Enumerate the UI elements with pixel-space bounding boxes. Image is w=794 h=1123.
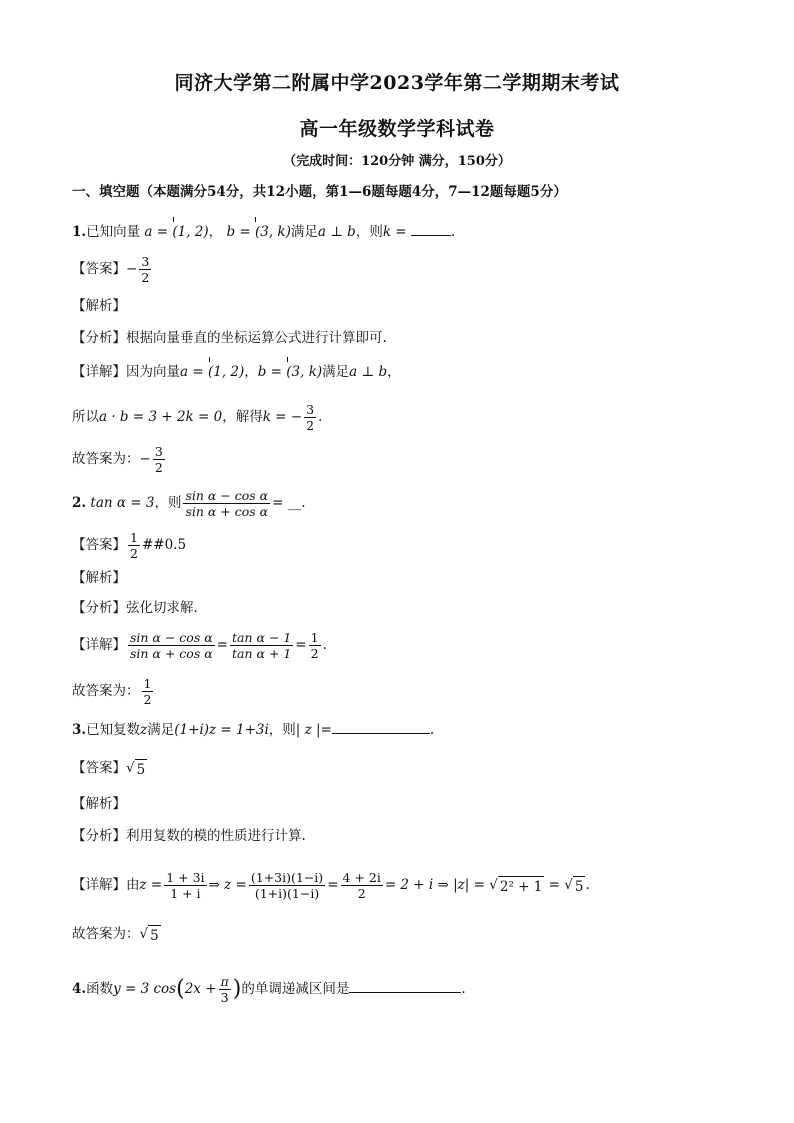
q3-detail-row <box>72 870 590 901</box>
exam-time-info: （完成时间：120分钟 满分，150分） <box>283 154 511 169</box>
q1-answer-den: 2 <box>141 270 150 285</box>
q2-answer-den: 2 <box>130 546 138 561</box>
exam-title: 同济大学第二附属中学2023学年第二学期期末考试 <box>174 72 620 94</box>
q3-answer-blank <box>332 721 430 734</box>
q3-final-sqrt: √ 5 <box>139 926 159 944</box>
q4-post: 的单调递减区间是 <box>241 981 350 997</box>
q3-d-d3: 2 <box>357 886 366 901</box>
q1-answer-sign: − <box>126 261 138 277</box>
q1-solve-row <box>72 402 322 433</box>
q1-fenxi-row <box>72 328 387 348</box>
q3-d-d2: (1+i)(1−i) <box>254 886 320 901</box>
final-label: 故答案为： <box>72 683 140 699</box>
q3-d-frac3 <box>341 870 383 901</box>
fenxi-label: 【分析】 <box>72 600 126 616</box>
q2-given: tan α = 3 <box>90 495 155 511</box>
q3-d-eq2: = <box>548 877 560 893</box>
q1-text: 已知向量 <box>86 224 141 240</box>
q3-d-sqrt2: √ 5 <box>564 877 584 895</box>
q1-so-end: . <box>318 409 323 425</box>
q2-final-fraction <box>142 676 154 707</box>
q4-left-paren: ( <box>176 976 185 1002</box>
q1-so-pre: 所以 <box>72 409 99 425</box>
fenxi-label: 【分析】 <box>72 330 126 346</box>
q2-final-num: 1 <box>143 676 152 691</box>
q3-answer-row <box>72 758 147 780</box>
q2-d-den3: 2 <box>310 646 319 661</box>
q3-d-frac2 <box>249 870 325 901</box>
q3-d-end: . <box>585 877 590 893</box>
q1-so-mid: ，解得 <box>222 409 263 425</box>
final-label: 故答案为： <box>72 451 140 467</box>
q1-final-fraction <box>153 444 165 475</box>
q2-number: 2. <box>72 495 87 511</box>
q1-final-sign: − <box>139 451 151 467</box>
q3-d-res: = 2 + i ⇒ |z| = <box>384 877 485 893</box>
q3-absz: | z |= <box>295 722 332 738</box>
q1-detail-end: ， <box>387 364 401 380</box>
q1-analysis-label: 【解析】 <box>72 298 126 314</box>
detail-label: 【详解】 <box>72 364 126 380</box>
q3-d-n3: 4 + 2i <box>342 870 381 885</box>
q3-z: z <box>140 722 148 738</box>
q1-cond-label: 满足 <box>290 224 318 240</box>
q1-detail-a: a = (1, 2) <box>180 364 245 380</box>
q2-d-num2: tan α − 1 <box>231 630 292 645</box>
q2-d-den2: tan α + 1 <box>231 646 292 661</box>
q1-answer-fraction <box>139 254 151 285</box>
q2-d-num3: 1 <box>310 630 319 645</box>
q1-answer-blank <box>411 223 451 236</box>
q4-answer-blank <box>349 980 461 993</box>
q4-end: . <box>461 981 466 997</box>
q3-d-pre: 由 <box>126 877 140 893</box>
q2-answer-num: 1 <box>130 530 138 545</box>
q2-answer-alt: ##0.5 <box>141 537 187 553</box>
q1-so-k: k = − <box>262 409 303 425</box>
q4-arg-den: 3 <box>220 990 229 1005</box>
q3-fenxi-text: 利用复数的模的性质进行计算. <box>126 828 306 844</box>
q4-right-paren: ) <box>232 976 242 1002</box>
q4-arg-num: π <box>220 974 229 989</box>
q4-number: 4. <box>72 981 87 997</box>
q2-d-num1: sin α − cos α <box>130 630 213 645</box>
q3-d-frac1 <box>164 870 206 901</box>
q3-pre: 已知复数 <box>86 722 141 738</box>
q2-answer-row <box>72 530 186 561</box>
q2-fenxi-row <box>72 598 198 618</box>
q1-so-num: 3 <box>306 402 315 417</box>
q1-vector-a: a = (1, 2) <box>144 224 209 240</box>
section-heading: 一、填空题（本题满分54分，共12小题，第1—6题每题4分，7—12题每题5分） <box>72 184 567 200</box>
q3-final-row <box>72 924 161 946</box>
detail-label: 【详解】 <box>72 877 126 893</box>
q1-detail-row <box>72 362 401 382</box>
q2-detail-frac2 <box>230 630 293 661</box>
final-label: 故答案为： <box>72 926 140 942</box>
q3-d-n1: 1 + 3i <box>166 870 205 885</box>
q1-final-row <box>72 444 167 475</box>
q3-d-rad: 2² + 1 <box>498 876 544 897</box>
q3-fenxi-row <box>72 826 306 846</box>
q2-detail-row <box>72 630 327 661</box>
q3-condition: (1+i)z = 1+3i <box>174 722 269 738</box>
q1-ask: ，则 <box>355 224 383 240</box>
q2-frac-num: sin α − cos α <box>185 488 269 503</box>
q3-d-eq: = <box>327 877 339 893</box>
q4-stem <box>72 974 466 1005</box>
q2-ask: ，则 <box>154 495 182 511</box>
q3-stem <box>72 720 434 740</box>
q3-d-d1: 1 + i <box>170 886 201 901</box>
q2-detail-frac1 <box>128 630 215 661</box>
q1-vector-b: b = (3, k) <box>226 224 291 240</box>
q4-function: y = 3 cos <box>113 981 177 997</box>
q1-number: 1. <box>72 224 87 240</box>
q2-eq-sign2: = <box>295 637 307 653</box>
q3-number: 3. <box>72 722 87 738</box>
fenxi-label: 【分析】 <box>72 828 126 844</box>
q2-fraction <box>183 488 270 519</box>
q2-eq: = __. <box>272 495 306 511</box>
q3-final-rad: 5 <box>148 925 161 946</box>
q3-ask: ，则 <box>268 722 296 738</box>
q2-fenxi-text: 弦化切求解. <box>126 600 198 616</box>
q1-so-fraction <box>304 402 316 433</box>
q4-pre: 函数 <box>86 981 114 997</box>
q2-detail-frac3 <box>309 630 321 661</box>
q1-detail-cond: a ⊥ b <box>349 364 388 380</box>
q1-k: k <box>382 224 392 240</box>
q3-end: . <box>429 722 435 738</box>
q3-answer-sqrt: √ 5 <box>126 760 146 778</box>
q1-detail-pre: 因为向量 <box>126 364 180 380</box>
q4-arg-fraction <box>219 974 231 1005</box>
q1-fenxi-text: 根据向量垂直的坐标运算公式进行计算即可. <box>126 330 387 346</box>
q2-stem <box>72 488 306 519</box>
detail-label: 【详解】 <box>72 637 126 653</box>
q2-analysis-label: 【解析】 <box>72 570 126 586</box>
q3-d-rad2: 5 <box>573 876 586 897</box>
exam-subtitle: 高一年级数学学科试卷 <box>299 118 495 140</box>
q2-answer-fraction <box>128 530 140 561</box>
q2-frac-den: sin α + cos α <box>185 504 269 519</box>
q1-detail-comma: ， <box>244 364 258 380</box>
q1-final-den: 2 <box>154 460 163 475</box>
q1-condition: a ⊥ b <box>317 224 356 240</box>
answer-label: 【答案】 <box>72 261 126 277</box>
q3-d-z: z = <box>139 877 163 893</box>
q1-answer-row <box>72 254 153 285</box>
q3-cond-label: 满足 <box>147 722 175 738</box>
q1-answer-num: 3 <box>141 254 150 269</box>
q1-stem <box>72 222 455 242</box>
q4-arg: 2x + <box>184 981 217 997</box>
q3-d-n2: (1+3i)(1−i) <box>250 870 324 885</box>
q1-final-num: 3 <box>154 444 163 459</box>
answer-label: 【答案】 <box>72 760 126 776</box>
q2-eq-sign1: = <box>216 637 228 653</box>
answer-label: 【答案】 <box>72 537 126 553</box>
q1-eq: = <box>391 224 411 240</box>
q3-d-arrow: ⇒ z = <box>208 877 247 893</box>
q3-d-sqrt1: √ 2² + 1 <box>489 877 543 895</box>
q1-end: . <box>450 224 456 240</box>
q2-final-den: 2 <box>143 692 152 707</box>
q2-final-row <box>72 676 155 707</box>
q3-analysis-label: 【解析】 <box>72 796 126 812</box>
q2-d-den1: sin α + cos α <box>130 646 213 661</box>
q1-so-eq: a · b = 3 + 2k = 0 <box>99 409 223 425</box>
q2-d-end: . <box>322 637 327 653</box>
q1-so-den: 2 <box>306 418 315 433</box>
q3-answer-rad: 5 <box>135 759 148 780</box>
q1-comma: ， <box>208 224 223 240</box>
q1-detail-b: b = (3, k) <box>257 364 323 380</box>
q1-detail-cond-label: 满足 <box>322 364 350 380</box>
